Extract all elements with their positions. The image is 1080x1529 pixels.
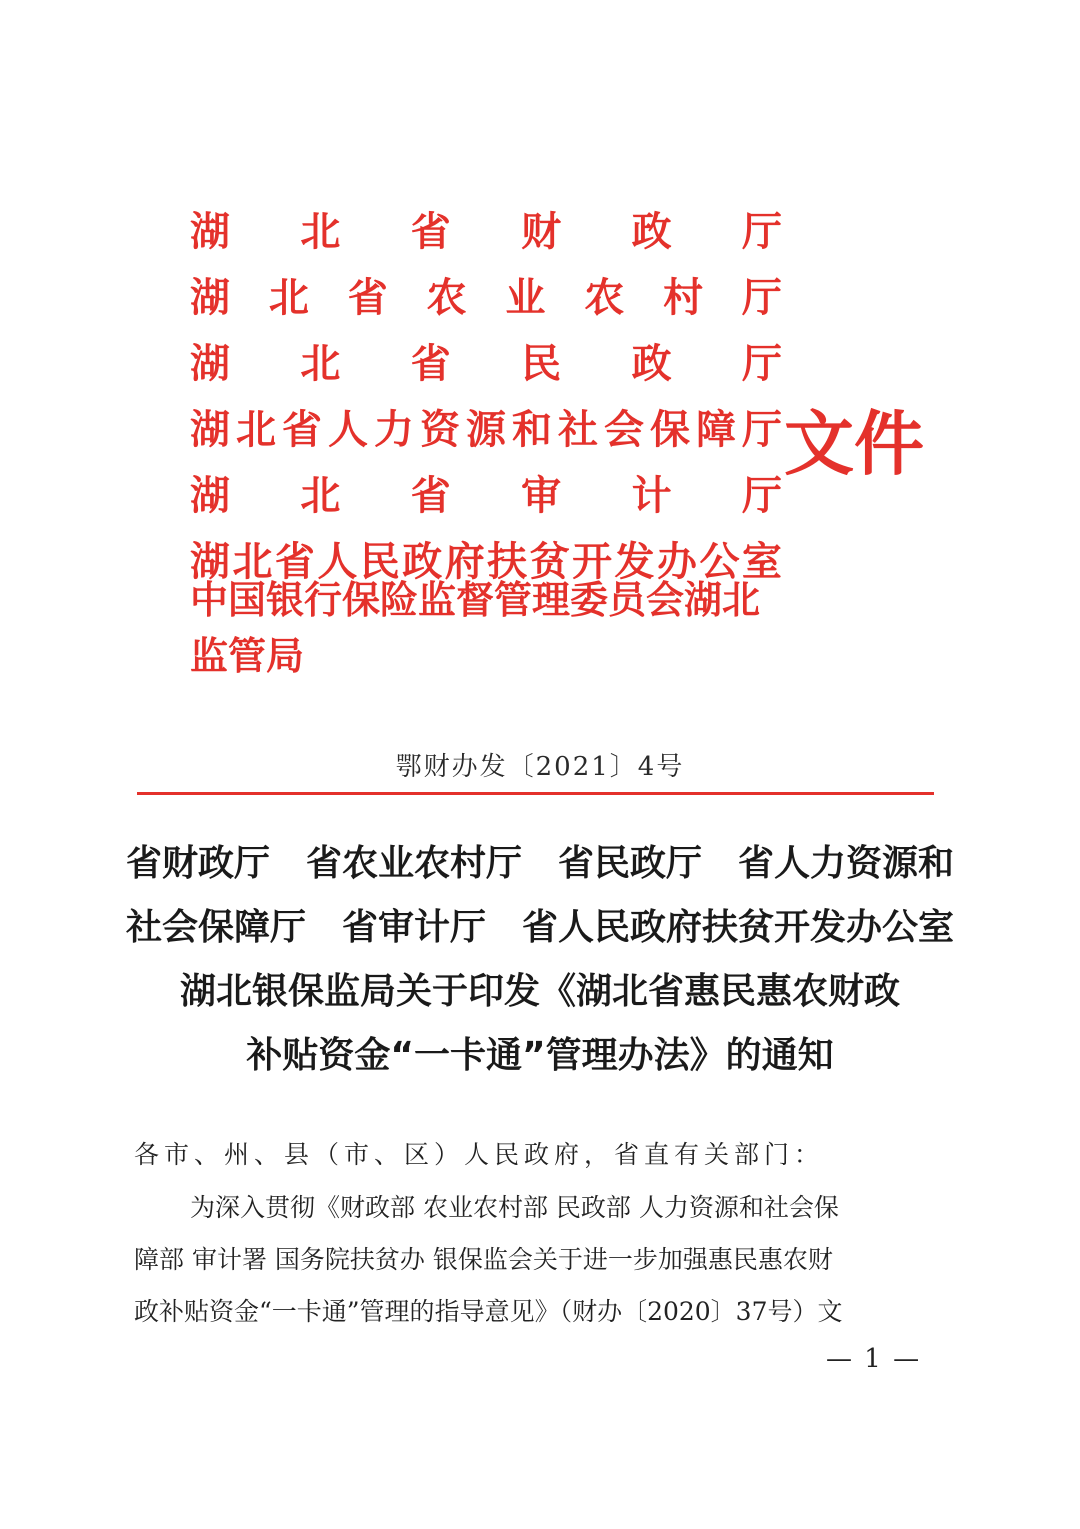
agency-human-resources: 湖 北 省 人 力 资 源 和 社 会 保 障 厅 (190, 407, 782, 453)
body-line: 障部 审计署 国务院扶贫办 银保监会关于进一步加强惠民惠农财 (134, 1245, 833, 1274)
title-line: 补贴资金“一卡通”管理办法》的通知 (246, 1035, 834, 1076)
body-line: 为深入贯彻《财政部 农业农村部 民政部 人力资源和社会保 (190, 1193, 839, 1222)
agency-banking-regulator: 中国银行保险监督管理委员会湖北监管局 (190, 578, 761, 678)
document-title (120, 832, 960, 1088)
file-label: 文件 (784, 403, 924, 485)
title-line: 社会保障厅 省审计厅 省人民政府扶贫开发办公室 (125, 907, 954, 948)
salutation: 各市、州、县（市、区）人民政府，省直有关部门： (134, 1140, 825, 1169)
agency-poverty-alleviation: 湖 北 省 人 民 政 府 扶 贫 开 发 办 公 室 (190, 539, 782, 585)
body-paragraph (134, 1182, 946, 1338)
agency-agriculture: 湖 北 省 农 业 农 村 厅 (190, 275, 782, 321)
body-line: 政补贴资金“一卡通”管理的指导意见》（财办〔2020〕37号）文 (134, 1297, 843, 1326)
red-divider-line (137, 792, 934, 795)
agency-finance: 湖 北 省 财 政 厅 (190, 209, 782, 255)
title-line: 省财政厅 省农业农村厅 省民政厅 省人力资源和 (125, 843, 954, 884)
agency-audit: 湖 北 省 审 计 厅 (190, 473, 782, 519)
title-line: 湖北银保监局关于印发《湖北省惠民惠农财政 (179, 971, 900, 1012)
agency-civil-affairs: 湖 北 省 民 政 厅 (190, 341, 782, 387)
page-number: — 1 — (826, 1344, 922, 1374)
document-number: 鄂财办发〔2021〕4号 (395, 752, 685, 782)
